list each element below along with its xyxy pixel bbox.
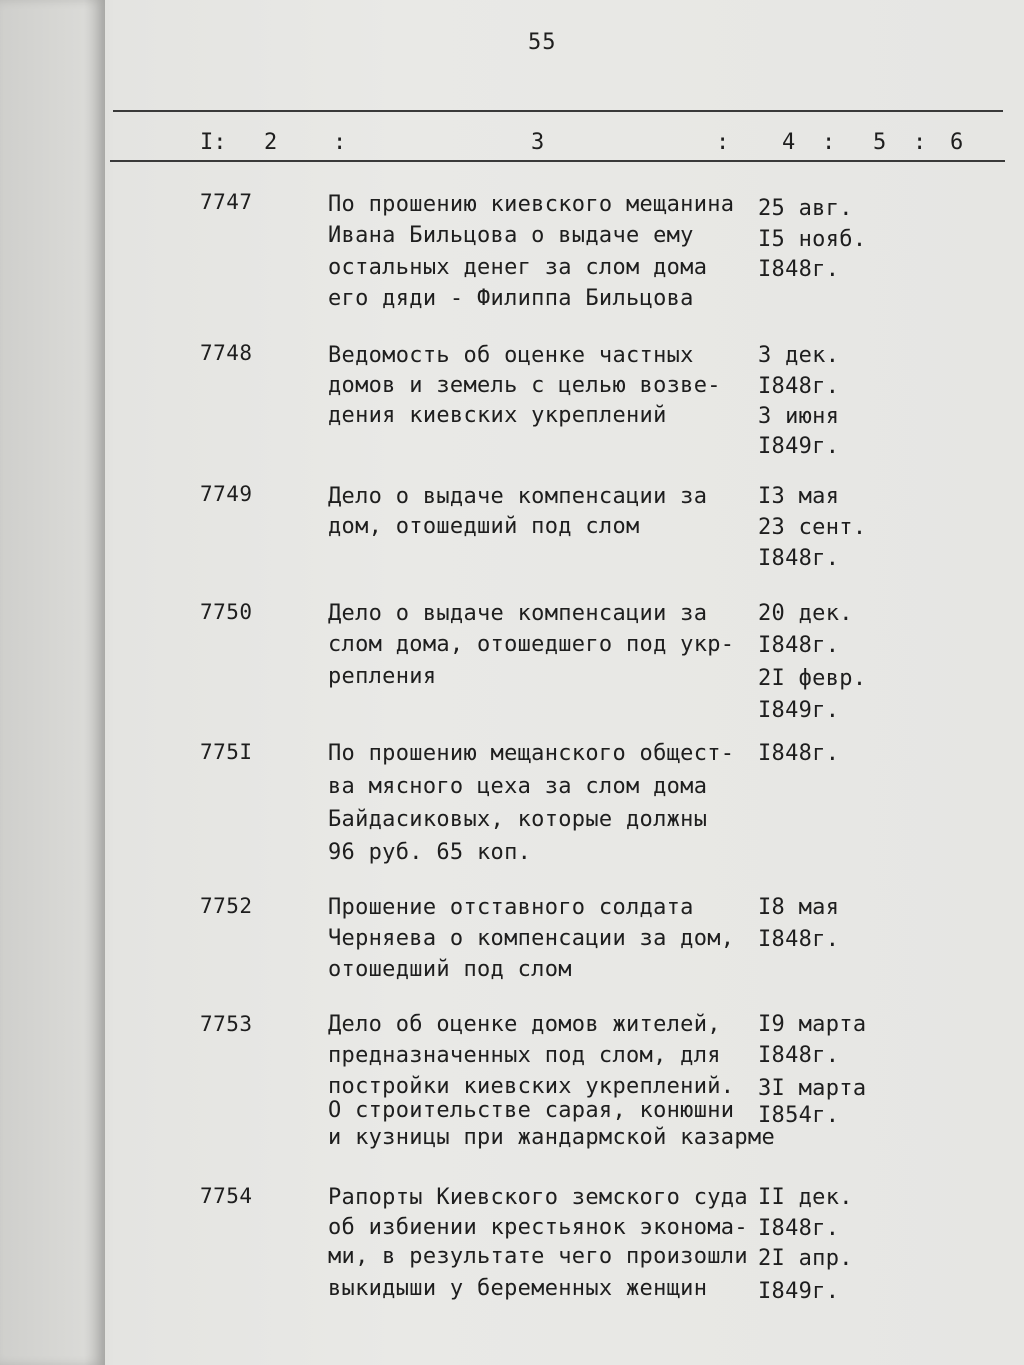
entry-description-line: ми, в результате чего произошли bbox=[328, 1244, 748, 1269]
entry-description-line: Ивана Бильцова о выдаче ему bbox=[328, 223, 694, 248]
entry-date: 20 дек. bbox=[758, 601, 853, 626]
entry-date: I3 мая bbox=[758, 484, 840, 509]
entry-date: II дек. bbox=[758, 1185, 853, 1210]
column-header-4: 4 bbox=[782, 130, 796, 155]
entry-description-line: По прошению мещанского общест- bbox=[328, 741, 735, 766]
entry-date: I848г. bbox=[758, 1043, 840, 1068]
entry-date: I848г. bbox=[758, 633, 840, 658]
column-header-2: 2 bbox=[264, 130, 278, 155]
column-header-3: 3 bbox=[531, 130, 545, 155]
entry-date: I8 мая bbox=[758, 895, 840, 920]
page-number: 55 bbox=[528, 30, 557, 55]
entry-number: 7749 bbox=[200, 482, 253, 506]
entry-date: I848г. bbox=[758, 374, 840, 399]
entry-date: I849г. bbox=[758, 434, 840, 459]
entry-description-line: дом, отошедший под слом bbox=[328, 514, 640, 539]
entry-date: I854г. bbox=[758, 1103, 840, 1128]
entry-description-line: предназначенных под слом, для bbox=[328, 1043, 721, 1068]
entry-description-line: Рапорты Киевского земского суда bbox=[328, 1185, 748, 1210]
entry-date: 23 сент. bbox=[758, 515, 867, 540]
entry-date: 3I марта bbox=[758, 1076, 867, 1101]
column-header-1: I: bbox=[200, 130, 227, 155]
header-bottom-rule bbox=[110, 160, 1005, 162]
entry-number: 775I bbox=[200, 740, 253, 764]
entry-date: 3 июня bbox=[758, 404, 840, 429]
entry-description-line: Прошение отставного солдата bbox=[328, 895, 694, 920]
entry-description-line: Ведомость об оценке частных bbox=[328, 343, 694, 368]
entry-description-line: его дяди - Филиппа Бильцова bbox=[328, 286, 694, 311]
entry-date: 2I апр. bbox=[758, 1246, 853, 1271]
entry-date: I848г. bbox=[758, 257, 840, 282]
entry-date: I848г. bbox=[758, 1216, 840, 1241]
entry-description-line: слом дома, отошедшего под укр- bbox=[328, 632, 735, 657]
header-top-rule bbox=[113, 110, 1003, 112]
entry-date: I9 марта bbox=[758, 1012, 867, 1037]
entry-number: 7748 bbox=[200, 341, 253, 365]
column-separator: : bbox=[716, 130, 730, 155]
entry-description-line: ва мясного цеха за слом дома bbox=[328, 774, 708, 799]
entry-date: 25 авг. bbox=[758, 196, 853, 221]
entry-date: I848г. bbox=[758, 741, 840, 766]
entry-date: I848г. bbox=[758, 927, 840, 952]
entry-date: I5 нояб. bbox=[758, 227, 867, 252]
column-separator: : bbox=[333, 130, 347, 155]
entry-description-line: дения киевских укреплений bbox=[328, 403, 667, 428]
entry-description-line: Дело о выдаче компенсации за bbox=[328, 601, 708, 626]
entry-date: 3 дек. bbox=[758, 343, 840, 368]
entry-description-line: Дело об оценке домов жителей, bbox=[328, 1012, 721, 1037]
entry-description-line: Черняева о компенсации за дом, bbox=[328, 926, 735, 951]
column-separator: : bbox=[913, 130, 927, 155]
entry-date: I849г. bbox=[758, 698, 840, 723]
entry-description-line: остальных денег за слом дома bbox=[328, 255, 708, 280]
entry-number: 7752 bbox=[200, 894, 253, 918]
entry-description-line: домов и земель с целью возве- bbox=[328, 373, 721, 398]
entry-date: 2I февр. bbox=[758, 666, 867, 691]
entry-number: 7754 bbox=[200, 1184, 253, 1208]
entry-date: I849г. bbox=[758, 1279, 840, 1304]
entry-description-line: постройки киевских укреплений. bbox=[328, 1074, 735, 1099]
entry-description-line: О строительстве сарая, конюшни bbox=[328, 1098, 735, 1123]
entry-description-line: об избиении крестьянок эконома- bbox=[328, 1215, 748, 1240]
entry-description-line: 96 руб. 65 коп. bbox=[328, 840, 532, 865]
entry-description-line: репления bbox=[328, 664, 437, 689]
entry-description-line: Байдасиковых, которые должны bbox=[328, 807, 708, 832]
entry-description-line: выкидыши у беременных женщин bbox=[328, 1276, 708, 1301]
entry-description-line: Дело о выдаче компенсации за bbox=[328, 484, 708, 509]
column-separator: : bbox=[822, 130, 836, 155]
column-header-6: 6 bbox=[950, 130, 964, 155]
entry-date: I848г. bbox=[758, 546, 840, 571]
entry-description-line: По прошению киевского мещанина bbox=[328, 192, 735, 217]
entry-description-line: отошедший под слом bbox=[328, 957, 572, 982]
column-header-5: 5 bbox=[873, 130, 887, 155]
entry-description-line: и кузницы при жандармской казарме bbox=[328, 1125, 775, 1150]
facing-page-edge bbox=[0, 0, 105, 1365]
entry-number: 7750 bbox=[200, 600, 253, 624]
entry-number: 7753 bbox=[200, 1012, 253, 1036]
entry-number: 7747 bbox=[200, 190, 253, 214]
